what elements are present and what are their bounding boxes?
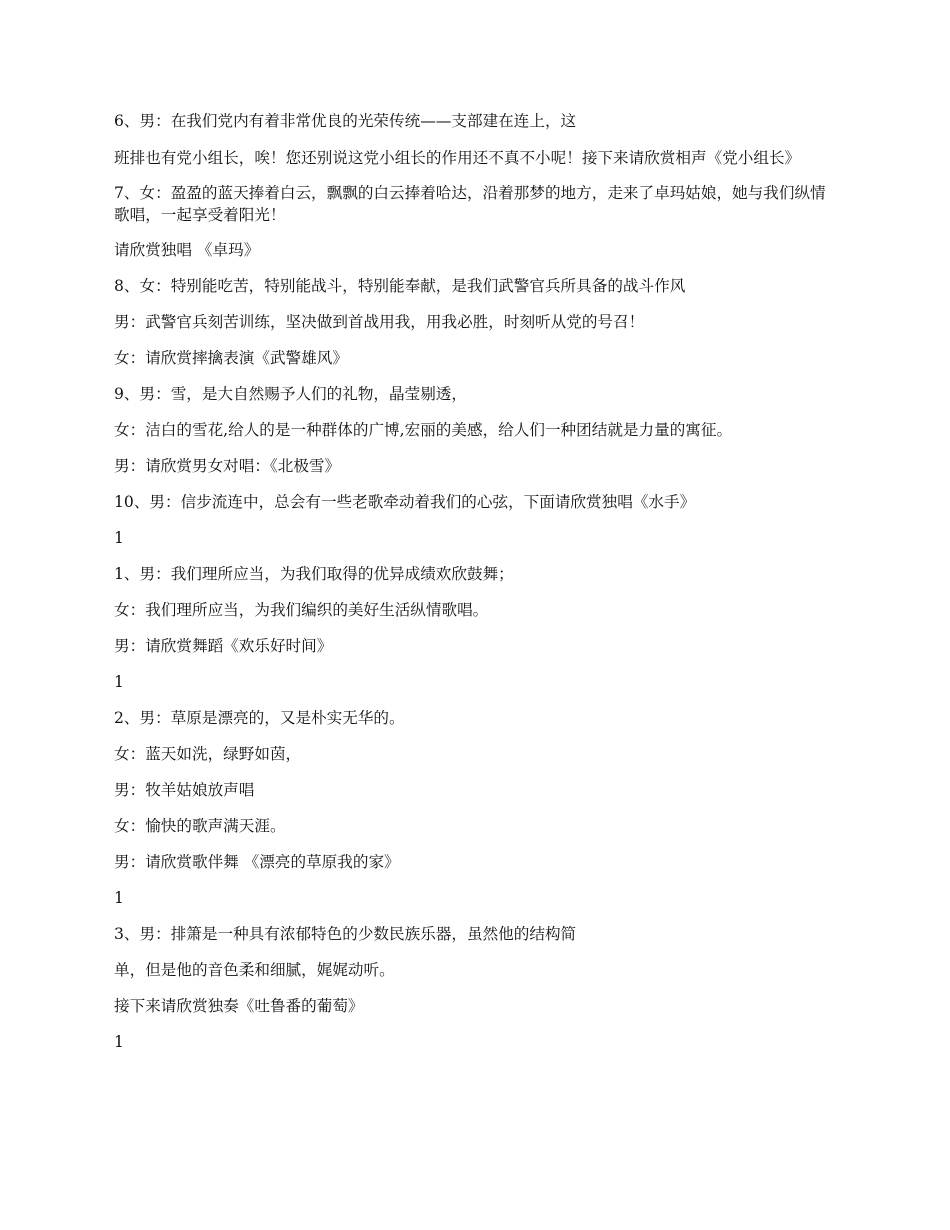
paragraph: 男：请欣赏舞蹈《欢乐好时间》 (114, 637, 333, 655)
paragraph: 2、男：草原是漂亮的，又是朴实无华的。 (114, 709, 405, 727)
paragraph: 女：愉快的歌声满天涯。 (114, 817, 286, 835)
paragraph: 男：牧羊姑娘放声唱 (114, 781, 255, 799)
paragraph: 班排也有党小组长，唉！您还别说这党小组长的作用还不真不小呢！接下来请欣赏相声《党小组长》 (114, 149, 801, 167)
paragraph: 请欣赏独唱 《卓玛》 (114, 241, 260, 259)
paragraph: 1 (114, 673, 124, 691)
paragraph: 单，但是他的音色柔和细腻，娓娓动听。 (114, 961, 395, 979)
paragraph: 9、男：雪，是大自然赐予人们的礼物，晶莹剔透， (114, 385, 467, 403)
paragraph: 女：我们理所应当，为我们编织的美好生活纵情歌唱。 (114, 601, 489, 619)
paragraph: 8、女：特别能吃苦，特别能战斗，特别能奉献，是我们武警官兵所具备的战斗作风 (114, 277, 686, 295)
paragraph: 男：武警官兵刻苦训练，坚决做到首战用我，用我必胜，时刻听从党的号召！ (114, 313, 645, 331)
paragraph: 3、男：排箫是一种具有浓郁特色的少数民族乐器，虽然他的结构简 (114, 925, 577, 943)
document-page (114, 110, 826, 1053)
paragraph: 男：请欣赏歌伴舞 《漂亮的草原我的家》 (114, 853, 400, 871)
paragraph: 1 (114, 889, 124, 907)
paragraph: 女：请欣赏摔擒表演《武警雄风》 (114, 349, 348, 367)
paragraph: 1、男：我们理所应当，为我们取得的优异成绩欢欣鼓舞； (114, 565, 514, 583)
paragraph: 1 (114, 529, 124, 547)
paragraph: 1 (114, 1033, 124, 1051)
paragraph: 女：蓝天如洗，绿野如茵， (114, 745, 302, 763)
paragraph: 7、女：盈盈的蓝天捧着白云，飘飘的白云捧着哈达，沿着那梦的地方，走来了卓玛姑娘，她与我们纵情歌唱，一起享受着阳光！ (114, 184, 826, 224)
paragraph: 10、男：信步流连中，总会有一些老歌牵动着我们的心弦，下面请欣赏独唱《水手》 (114, 493, 696, 511)
paragraph: 男：请欣赏男女对唱：《北极雪》 (114, 457, 341, 475)
paragraph: 女：洁白的雪花,给人的是一种群体的广博,宏丽的美感，给人们一种团结就是力量的寓征。 (114, 421, 733, 439)
paragraph: 6、男：在我们党内有着非常优良的光荣传统——支部建在连上，这 (114, 112, 577, 130)
paragraph: 接下来请欣赏独奏《吐鲁番的葡萄》 (114, 997, 364, 1015)
